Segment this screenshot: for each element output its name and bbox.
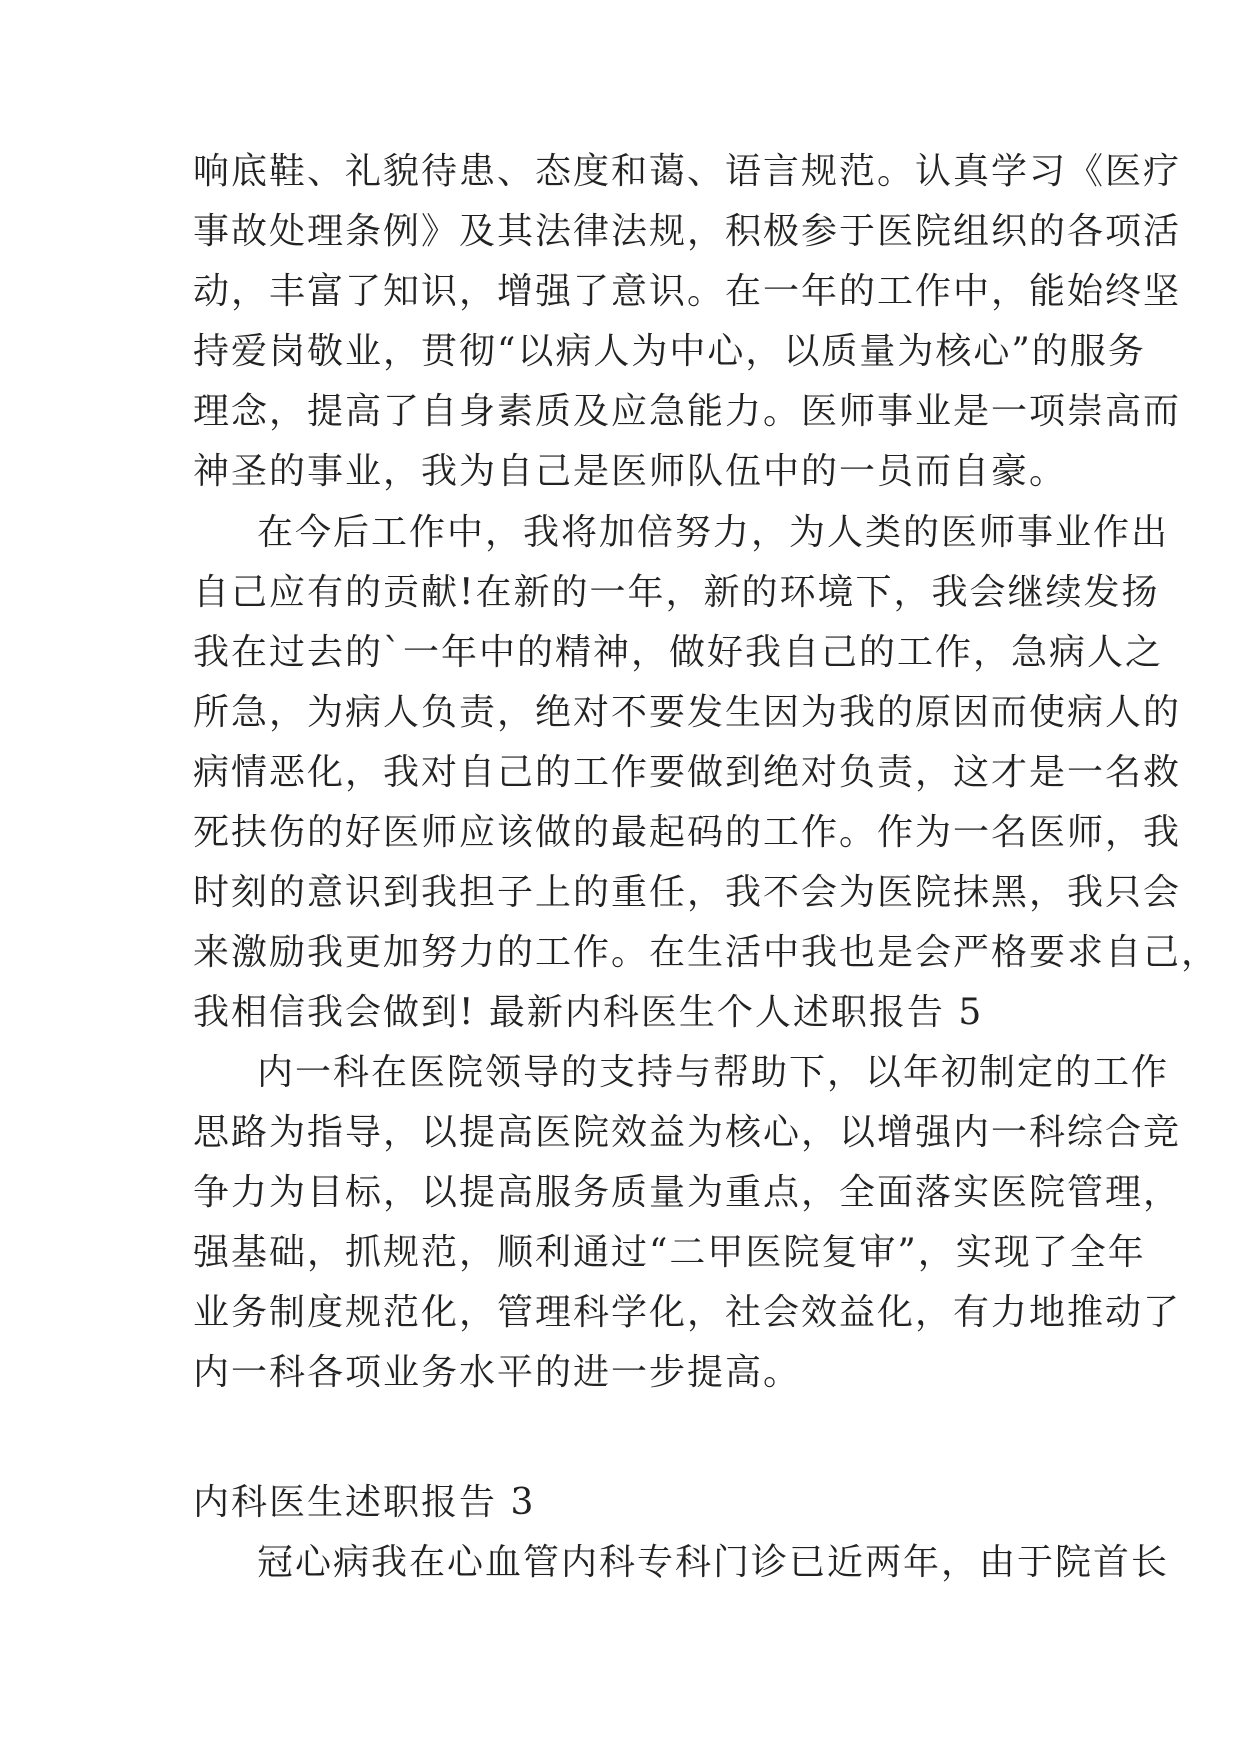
text-line: 在今后工作中，我将加倍努力，为人类的医师事业作出 [257, 512, 1170, 553]
text-line: 事故处理条例》及其法律法规，积极参于医院组织的各项活 [193, 211, 1182, 252]
text-line: 理念，提高了自身素质及应急能力。医师事业是一项崇高而 [193, 391, 1182, 432]
text-line: 强基础，抓规范，顺利通过“二甲医院复审”，实现了全年 [193, 1232, 1146, 1273]
text-line: 病情恶化，我对自己的工作要做到绝对负责，这才是一名救 [193, 752, 1182, 793]
text-line: 死扶伤的好医师应该做的最起码的工作。作为一名医师，我 [193, 812, 1182, 853]
text-line: 动，丰富了知识，增强了意识。在一年的工作中，能始终坚 [193, 271, 1182, 312]
text-line: 时刻的意识到我担子上的重任，我不会为医院抹黑，我只会 [193, 872, 1182, 913]
text-line: 争力为目标，以提高服务质量为重点，全面落实医院管理， [193, 1172, 1182, 1213]
text-line: 内一科各项业务水平的进一步提高。 [193, 1352, 802, 1393]
text-line: 持爱岗敬业，贯彻“以病人为中心，以质量为核心”的服务 [193, 331, 1146, 372]
section-title: 内科医生述职报告 3 [193, 1482, 536, 1523]
text-line: 我相信我会做到! 最新内科医生个人述职报告 5 [193, 992, 984, 1033]
text-line: 来激励我更加努力的工作。在生活中我也是会严格要求自己， [193, 932, 1220, 973]
text-line: 思路为指导，以提高医院效益为核心，以增强内一科综合竞 [193, 1112, 1182, 1153]
text-line: 我在过去的`一年中的精神，做好我自己的工作，急病人之 [193, 632, 1164, 673]
text-line: 内一科在医院领导的支持与帮助下，以年初制定的工作 [257, 1052, 1170, 1093]
text-line: 自己应有的贡献!在新的一年，新的环境下，我会继续发扬 [193, 572, 1160, 613]
text-line: 神圣的事业，我为自己是医师队伍中的一员而自豪。 [193, 451, 1068, 492]
text-line: 所急，为病人负责，绝对不要发生因为我的原因而使病人的 [193, 692, 1182, 733]
text-line: 业务制度规范化，管理科学化，社会效益化，有力地推动了 [193, 1292, 1182, 1333]
text-line: 冠心病我在心血管内科专科门诊已近两年，由于院首长 [257, 1542, 1170, 1583]
text-line: 响底鞋、礼貌待患、态度和蔼、语言规范。认真学习《医疗 [193, 151, 1182, 192]
